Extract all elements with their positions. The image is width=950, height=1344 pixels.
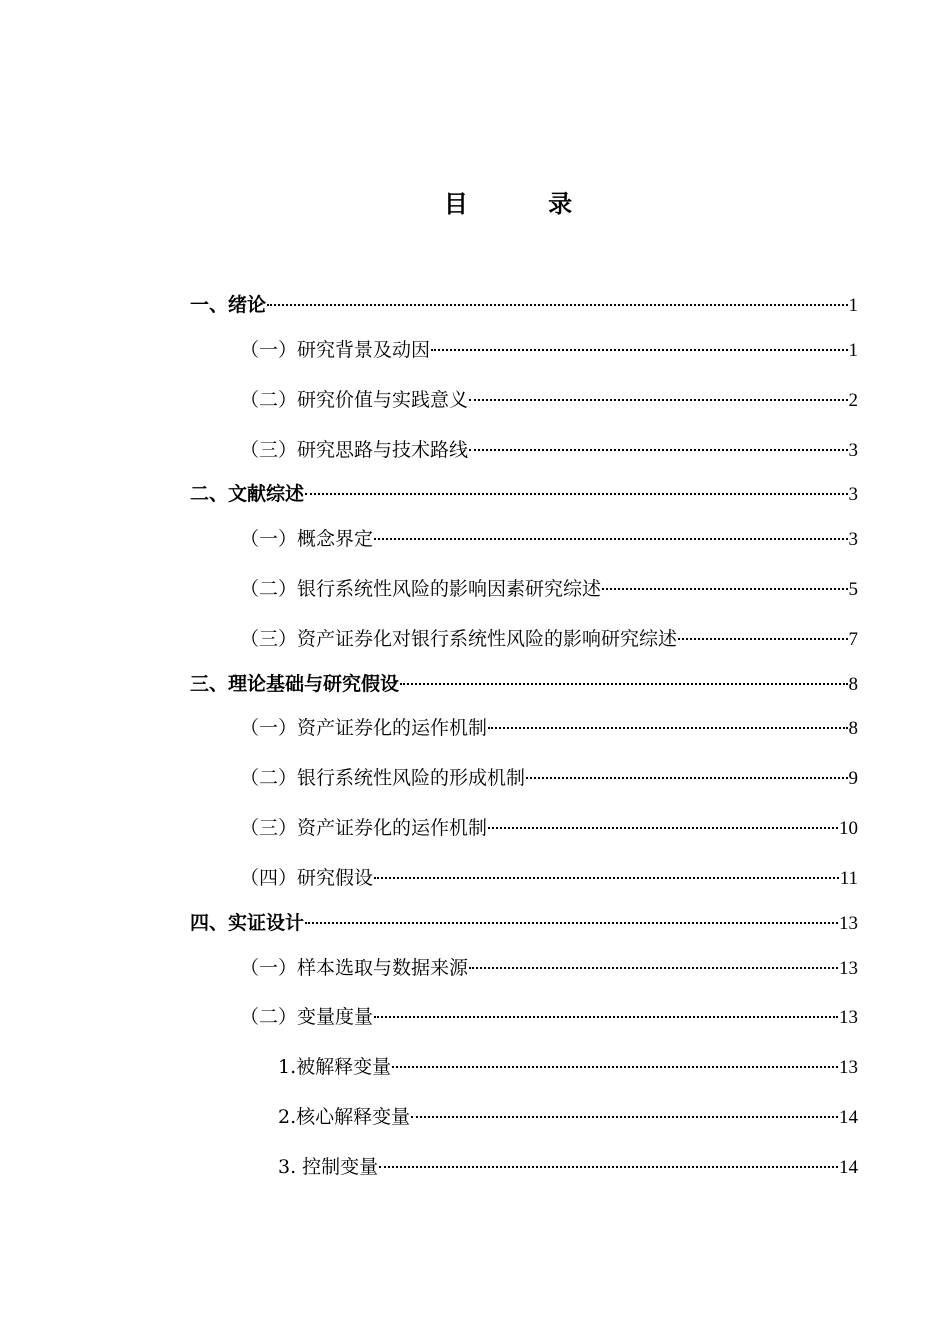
dot-leader	[526, 777, 847, 779]
toc-page-number: 1	[848, 295, 858, 316]
toc-entry-label	[190, 671, 399, 697]
toc-entry-level-3[interactable]	[278, 1054, 858, 1080]
toc-entry-level-2[interactable]	[240, 526, 858, 552]
toc-page-number: 7	[848, 629, 858, 650]
dot-leader	[431, 349, 847, 351]
toc-entry-label	[240, 337, 430, 363]
toc-entry-number: 3.	[278, 1156, 303, 1178]
toc-entry-level-2[interactable]	[240, 865, 858, 891]
toc-page-number: 13	[839, 1057, 858, 1078]
dot-leader	[374, 877, 839, 879]
toc-entry-text: 银行系统性风险的影响因素研究综述	[297, 578, 602, 600]
toc-page-number: 13	[839, 1007, 858, 1028]
toc-entry-label	[240, 865, 373, 891]
toc-page-number: 1	[848, 340, 858, 361]
dot-leader	[488, 727, 847, 729]
toc-entry-text: 资产证券化的运作机制	[297, 817, 488, 839]
toc-page-number: 3	[848, 529, 858, 550]
toc-entry-number: 三、	[190, 673, 229, 695]
toc-page-number: 13	[839, 913, 858, 934]
toc-entry-text: 概念界定	[297, 528, 374, 550]
toc-entry-number: 2.	[278, 1106, 297, 1128]
toc-entry-label	[190, 292, 266, 318]
toc-entry-text: 研究思路与技术路线	[297, 439, 469, 461]
toc-entry-text: 银行系统性风险的形成机制	[297, 767, 526, 789]
toc-entry-level-1[interactable]	[190, 910, 858, 936]
dot-leader	[305, 493, 847, 495]
toc-entry-number: （三）	[240, 628, 298, 650]
toc-entry-text: 资产证券化对银行系统性风险的影响研究综述	[297, 628, 678, 650]
toc-entry-level-1[interactable]	[190, 671, 858, 697]
toc-entry-label	[240, 955, 468, 981]
toc-page-number: 9	[848, 768, 858, 789]
toc-entry-level-2[interactable]	[240, 1004, 858, 1030]
toc-page-number: 3	[848, 440, 858, 461]
toc-entry-text: 资产证券化的运作机制	[297, 717, 488, 739]
toc-entry-text: 实证设计	[228, 912, 305, 934]
toc-page-number: 2	[848, 390, 858, 411]
toc-page-number: 14	[839, 1107, 858, 1128]
toc-page-number: 8	[848, 674, 858, 695]
toc-entry-text: 绪论	[228, 294, 267, 316]
toc-entry-text: 核心解释变量	[296, 1106, 411, 1128]
toc-entry-level-2[interactable]	[240, 815, 858, 841]
dot-leader	[411, 1116, 838, 1118]
toc-page-number: 14	[839, 1157, 858, 1178]
dot-leader	[374, 538, 847, 540]
toc-entry-number: 1.	[278, 1056, 297, 1078]
toc-entry-level-2[interactable]	[240, 437, 858, 463]
toc-entry-level-1[interactable]	[190, 292, 858, 318]
toc-entry-number: 二、	[190, 483, 229, 505]
toc-page-number: 8	[848, 718, 858, 739]
toc-entry-number: （二）	[240, 1006, 298, 1028]
dot-leader	[488, 827, 838, 829]
toc-entry-level-2[interactable]	[240, 626, 858, 652]
dot-leader	[374, 1016, 838, 1018]
toc-entry-number: （三）	[240, 817, 298, 839]
toc-entry-label	[190, 910, 304, 936]
toc-entry-label	[240, 715, 487, 741]
toc-page-number: 3	[848, 484, 858, 505]
toc-entry-text: 被解释变量	[296, 1056, 392, 1078]
toc-entry-number: （一）	[240, 717, 298, 739]
toc-entry-number: （二）	[240, 578, 298, 600]
toc-entry-level-2[interactable]	[240, 576, 858, 602]
toc-entry-number: 四、	[190, 912, 229, 934]
dot-leader	[379, 1166, 838, 1168]
toc-entry-number: 一、	[190, 294, 229, 316]
dot-leader	[469, 399, 847, 401]
toc-entry-text: 控制变量	[302, 1156, 379, 1178]
toc-entry-level-1[interactable]	[190, 481, 858, 507]
toc-entry-level-3[interactable]	[278, 1154, 858, 1180]
dot-leader	[469, 967, 838, 969]
dot-leader	[469, 449, 847, 451]
dot-leader	[267, 304, 847, 306]
toc-entry-text: 研究假设	[297, 867, 374, 889]
dot-leader	[602, 588, 847, 590]
toc-entry-number: （四）	[240, 867, 298, 889]
toc-entry-label	[240, 815, 487, 841]
dot-leader	[678, 638, 847, 640]
toc-entry-label	[240, 387, 468, 413]
toc-entry-label	[240, 576, 601, 602]
toc-title: 目 录	[443, 189, 609, 218]
toc-entry-level-2[interactable]	[240, 955, 858, 981]
toc-entry-level-2[interactable]	[240, 765, 858, 791]
toc-entry-label	[240, 626, 677, 652]
toc-page-number: 11	[839, 868, 858, 889]
toc-entry-level-2[interactable]	[240, 715, 858, 741]
toc-entry-number: （一）	[240, 528, 298, 550]
toc-entry-level-3[interactable]	[278, 1104, 858, 1130]
toc-entry-text: 文献综述	[228, 483, 305, 505]
dot-leader	[392, 1066, 838, 1068]
toc-entry-label	[240, 765, 525, 791]
toc-page-number: 10	[839, 818, 858, 839]
toc-entry-number: （三）	[240, 439, 298, 461]
toc-entry-label	[190, 481, 304, 507]
toc-entry-number: （二）	[240, 767, 298, 789]
toc-entry-level-2[interactable]	[240, 337, 858, 363]
toc-page-number: 13	[839, 958, 858, 979]
toc-entry-label	[278, 1054, 391, 1080]
toc-entry-number: （一）	[240, 957, 298, 979]
toc-entry-text: 变量度量	[297, 1006, 374, 1028]
toc-entry-text: 研究价值与实践意义	[297, 389, 469, 411]
toc-entry-text: 样本选取与数据来源	[297, 957, 469, 979]
toc-entry-label	[278, 1104, 410, 1130]
toc-entry-label	[278, 1154, 378, 1180]
toc-entry-text: 研究背景及动因	[297, 339, 431, 361]
dot-leader	[305, 922, 838, 924]
toc-entry-level-2[interactable]	[240, 387, 858, 413]
toc-entry-label	[240, 526, 373, 552]
toc-page-number: 5	[848, 579, 858, 600]
toc-entry-number: （一）	[240, 339, 298, 361]
dot-leader	[400, 683, 847, 685]
toc-entry-label	[240, 1004, 373, 1030]
toc-entry-text: 理论基础与研究假设	[228, 673, 400, 695]
toc-entry-number: （二）	[240, 389, 298, 411]
toc-entry-label	[240, 437, 468, 463]
